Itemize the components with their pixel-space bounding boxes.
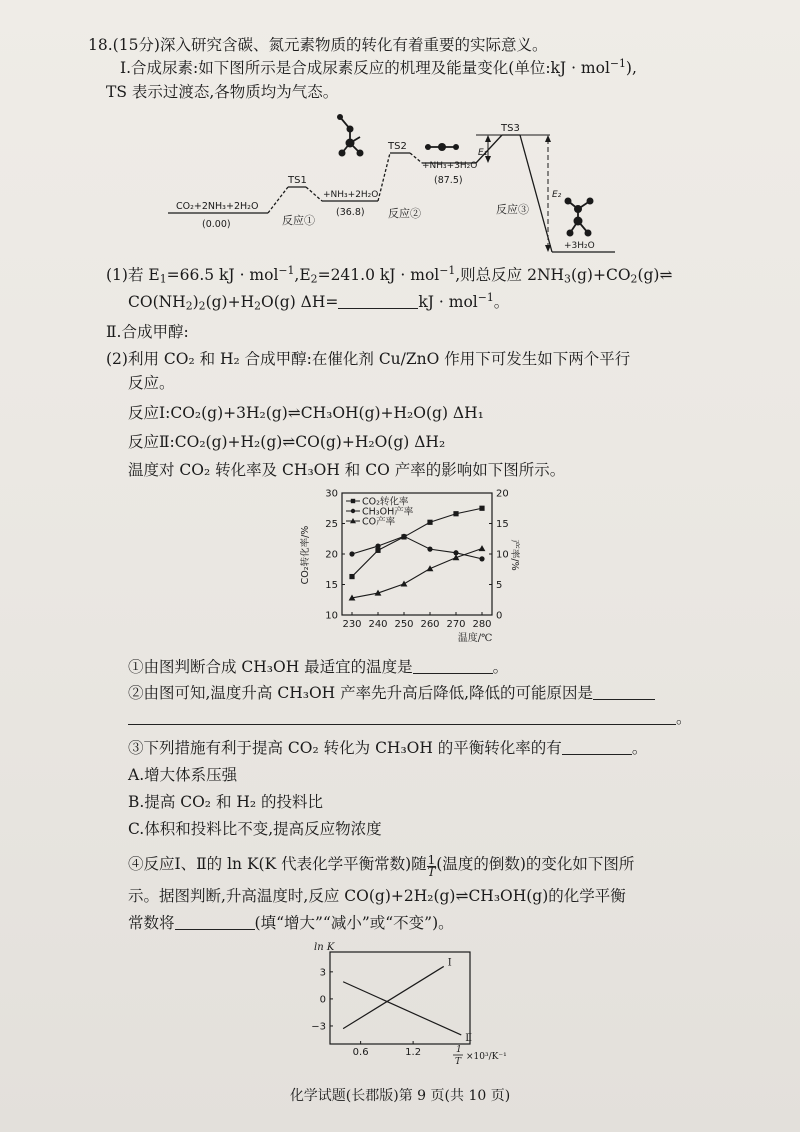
- data-point: [401, 534, 406, 539]
- y-tick-label: −3: [311, 1021, 326, 1033]
- energy-diagram: [160, 105, 630, 260]
- data-point: [349, 574, 354, 579]
- data-point: [479, 556, 484, 561]
- part2-heading: Ⅱ.合成甲醇:: [106, 323, 189, 341]
- answer-blank-k[interactable]: [175, 915, 255, 930]
- data-point: [401, 580, 408, 586]
- x-tick-label: 280: [472, 619, 492, 630]
- y-tick-label: 0: [319, 994, 326, 1006]
- lnk-chart: [300, 938, 540, 1068]
- ts3-label: TS3: [501, 123, 520, 134]
- x-tick-label: 230: [342, 619, 362, 630]
- part1-line2: TS 表示过渡态,各物质均为气态。: [106, 83, 339, 101]
- option-b: B.提高 CO₂ 和 H₂ 的投料比: [128, 793, 324, 811]
- answer-blank-measures[interactable]: [562, 740, 632, 755]
- mid2-species: +NH₃+3H₂O: [422, 161, 478, 171]
- option-c: C.体积和投料比不变,提高反应物浓度: [128, 820, 382, 838]
- x-tick-label: 0.6: [352, 1047, 369, 1058]
- y-tick-label-right: 10: [496, 549, 509, 561]
- ts2-label: TS2: [388, 141, 407, 152]
- temperature-chart: [300, 485, 520, 645]
- data-point: [427, 520, 432, 525]
- q2-line2: 反应。: [128, 374, 175, 392]
- data-point: [479, 545, 486, 551]
- sub4-line1: ④反应Ⅰ、Ⅱ的 ln K(K 代表化学平衡常数)随 $\frac{1}{T}$ (温度的倒数)的变化如下图所: [128, 853, 635, 879]
- mid1-energy: (36.8): [336, 207, 365, 218]
- series-label: Ⅱ: [465, 1032, 473, 1044]
- y-tick-label: 3: [319, 967, 326, 979]
- series-line: [343, 982, 461, 1035]
- y-tick-label-left: 25: [325, 519, 338, 530]
- x-tick-label: 250: [394, 619, 414, 630]
- sub4-line3: 常数将 (填“增大”“减小”或“不变”)。: [128, 914, 454, 932]
- q1-line1: (1)若 $E_1=66.5$ kJ · $mol^{-1},E_2=241.0$ kJ · mol$^{-1}$,则总反应 $2NH_3(g)+CO_2(g)\rightleftharpoons$: [106, 264, 673, 286]
- data-point: [427, 547, 432, 552]
- y-axis-label-left: CO₂转化率/%: [300, 525, 311, 585]
- sub4-line2: 示。据图判断,升高温度时,反应 CO(g)+2H₂(g)⇌CH₃OH(g)的化学平衡: [128, 887, 626, 905]
- x-tick-label: 260: [420, 619, 440, 630]
- answer-blank-dh[interactable]: [338, 294, 418, 309]
- x-axis-label: 温度/℃: [457, 633, 493, 644]
- y-tick-label-right: 15: [496, 519, 509, 530]
- data-point: [351, 499, 355, 503]
- ts1-label: TS1: [288, 175, 307, 186]
- series-label: Ⅰ: [447, 957, 452, 969]
- series-line: [343, 966, 444, 1028]
- chart-intro: 温度对 CO₂ 转化率及 CH₃OH 和 CO 产率的影响如下图所示。: [128, 461, 566, 479]
- legend-label: CH₃OH产率: [362, 506, 414, 518]
- sub3: ③下列措施有利于提高 CO₂ 转化为 CH₃OH 的平衡转化率的有 。: [128, 739, 648, 757]
- data-point: [351, 509, 355, 513]
- e1-label: E₁: [478, 148, 488, 158]
- question-number: 18.: [88, 36, 113, 54]
- x-tick-label: 270: [446, 619, 466, 630]
- answer-blank-temp[interactable]: [413, 659, 493, 674]
- x-tick-label: 240: [368, 619, 388, 630]
- y-tick-label-right: 20: [496, 488, 509, 500]
- mid1-species: +NH₃+2H₂O: [323, 190, 379, 200]
- y-tick-label-right: 0: [496, 610, 503, 622]
- y-tick-label-left: 30: [325, 488, 338, 500]
- question-title: (15分)深入研究含碳、氮元素物质的转化有着重要的实际意义。: [112, 36, 548, 54]
- x-axis-frac-den: T: [455, 1057, 462, 1067]
- mid2-energy: (87.5): [434, 175, 463, 186]
- option-a: A.增大体系压强: [128, 766, 238, 784]
- page-footer: 化学试题(长郡版)第 9 页(共 10 页): [289, 1088, 511, 1104]
- molecule-icon: [340, 117, 360, 153]
- data-point: [427, 565, 434, 571]
- q2-line1: (2)利用 CO₂ 和 H₂ 合成甲醇:在催化剂 Cu/ZnO 作用下可发生如下两个平行: [106, 350, 631, 368]
- answer-blank-reason-b[interactable]: [128, 710, 676, 725]
- data-point: [349, 551, 354, 556]
- series-line: [352, 549, 482, 598]
- answer-blank-reason-a[interactable]: [593, 685, 655, 700]
- data-point: [375, 543, 380, 548]
- part1-heading: Ⅰ.合成尿素:如下图所示是合成尿素反应的机理及能量变化(单位:kJ · mol$^{-1}$),: [120, 57, 637, 77]
- y-tick-label-left: 15: [325, 580, 338, 591]
- reaction3-label: 反应③: [496, 203, 529, 216]
- reaction-1: 反应Ⅰ:CO₂(g)+3H₂(g)⇌CH₃OH(g)+H₂O(g) ΔH₁: [128, 404, 484, 422]
- x-axis-label: ×10³/K⁻¹: [466, 1052, 507, 1062]
- sub2: ②由图可知,温度升高 CH₃OH 产率先升高后降低,降低的可能原因是: [128, 683, 655, 703]
- y-tick-label-left: 10: [325, 610, 338, 622]
- sub2-line2: 。: [128, 708, 692, 728]
- y-axis-label: ln K: [314, 942, 335, 953]
- y-tick-label-right: 5: [496, 580, 503, 591]
- x-tick-label: 1.2: [405, 1047, 422, 1058]
- reaction1-label: 反应①: [282, 214, 315, 227]
- data-point: [453, 511, 458, 516]
- y-axis-label-right: 产率/%: [509, 539, 520, 571]
- reaction2-label: 反应②: [388, 207, 421, 220]
- end-species: +3H₂O: [564, 241, 595, 251]
- sub1: ①由图判断合成 CH₃OH 最适宜的温度是 。: [128, 658, 509, 676]
- q1-line2: $CO(NH_2)_2(g)+H_2O(g)$ ΔH= kJ · mol$^{-1}$。: [128, 291, 510, 313]
- start-species: CO₂+2NH₃+2H₂O: [176, 201, 259, 212]
- x-axis-frac-num: 1: [456, 1045, 462, 1055]
- legend-label: CO产率: [362, 516, 396, 528]
- e2-label: E₂: [552, 190, 562, 200]
- reaction-2: 反应Ⅱ:CO₂(g)+H₂(g)⇌CO(g)+H₂O(g) ΔH₂: [128, 433, 446, 451]
- y-tick-label-left: 20: [325, 549, 338, 561]
- legend-label: CO₂转化率: [362, 496, 409, 508]
- start-energy: (0.00): [202, 219, 231, 230]
- question-header: [88, 35, 547, 55]
- data-point: [479, 506, 484, 511]
